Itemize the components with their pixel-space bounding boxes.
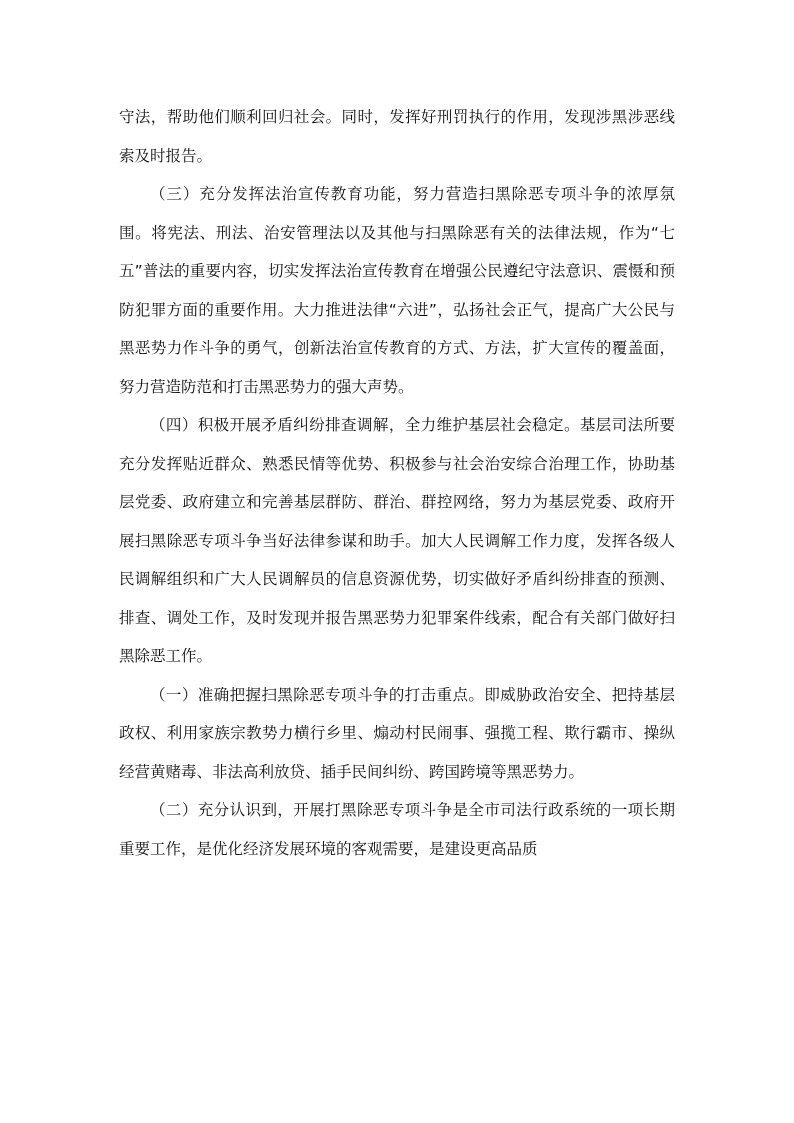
paragraph-2: （三）充分发挥法治宣传教育功能，努力营造扫黑除恶专项斗争的浓厚氛围。将宪法、刑法、治安管理法以及其他与扫黑除恶有关的法律法规，作为“七五”普法的重要内容，切实发挥法治宣传教育在增强公民遵纪守法意识、震慑和预防犯罪方面的重要作用。大力推进法律“六进”，弘扬社会正气，提高广大公民与黑恶势力作斗争的勇气，创新法治宣传教育的方式、方法，扩大宣传的覆盖面，努力营造防范和打击黑恶势力的强大声势。 [119,185,675,396]
paragraph-1: 守法，帮助他们顺利回归社会。同时，发挥好刑罚执行的作用，发现涉黑涉恶线索及时报告。 [119,108,675,165]
paragraph-4: （一）准确把握扫黑除恶专项斗争的打击重点。即威胁政治安全、把持基层政权、利用家族宗教势力横行乡里、煽动村民闹事、强揽工程、欺行霸市、操纵经营黄赌毒、非法高利放贷、插手民间纠纷、跨国跨境等黑恶势力。 [119,685,675,781]
paragraph-3: （四）积极开展矛盾纠纷排查调解，全力维护基层社会稳定。基层司法所要充分发挥贴近群众、熟悉民情等优势、积极参与社会治安综合治理工作，协助基层党委、政府建立和完善基层群防、群治、群控网络，努力为基层党委、政府开展扫黑除恶专项斗争当好法律参谋和助手。加大人民调解工作力度，发挥各级人民调解组织和广大人民调解员的信息资源优势，切实做好矛盾纠纷排查的预测、排查、调处工作，及时发现并报告黑恶势力犯罪案件线索，配合有关部门做好扫黑除恶工作。 [119,416,675,665]
document-body [119,98,675,868]
paragraph-5: （二）充分认识到，开展打黑除恶专项斗争是全市司法行政系统的一项长期重要工作，是优化经济发展环境的客观需要，是建设更高品质 [119,801,675,858]
